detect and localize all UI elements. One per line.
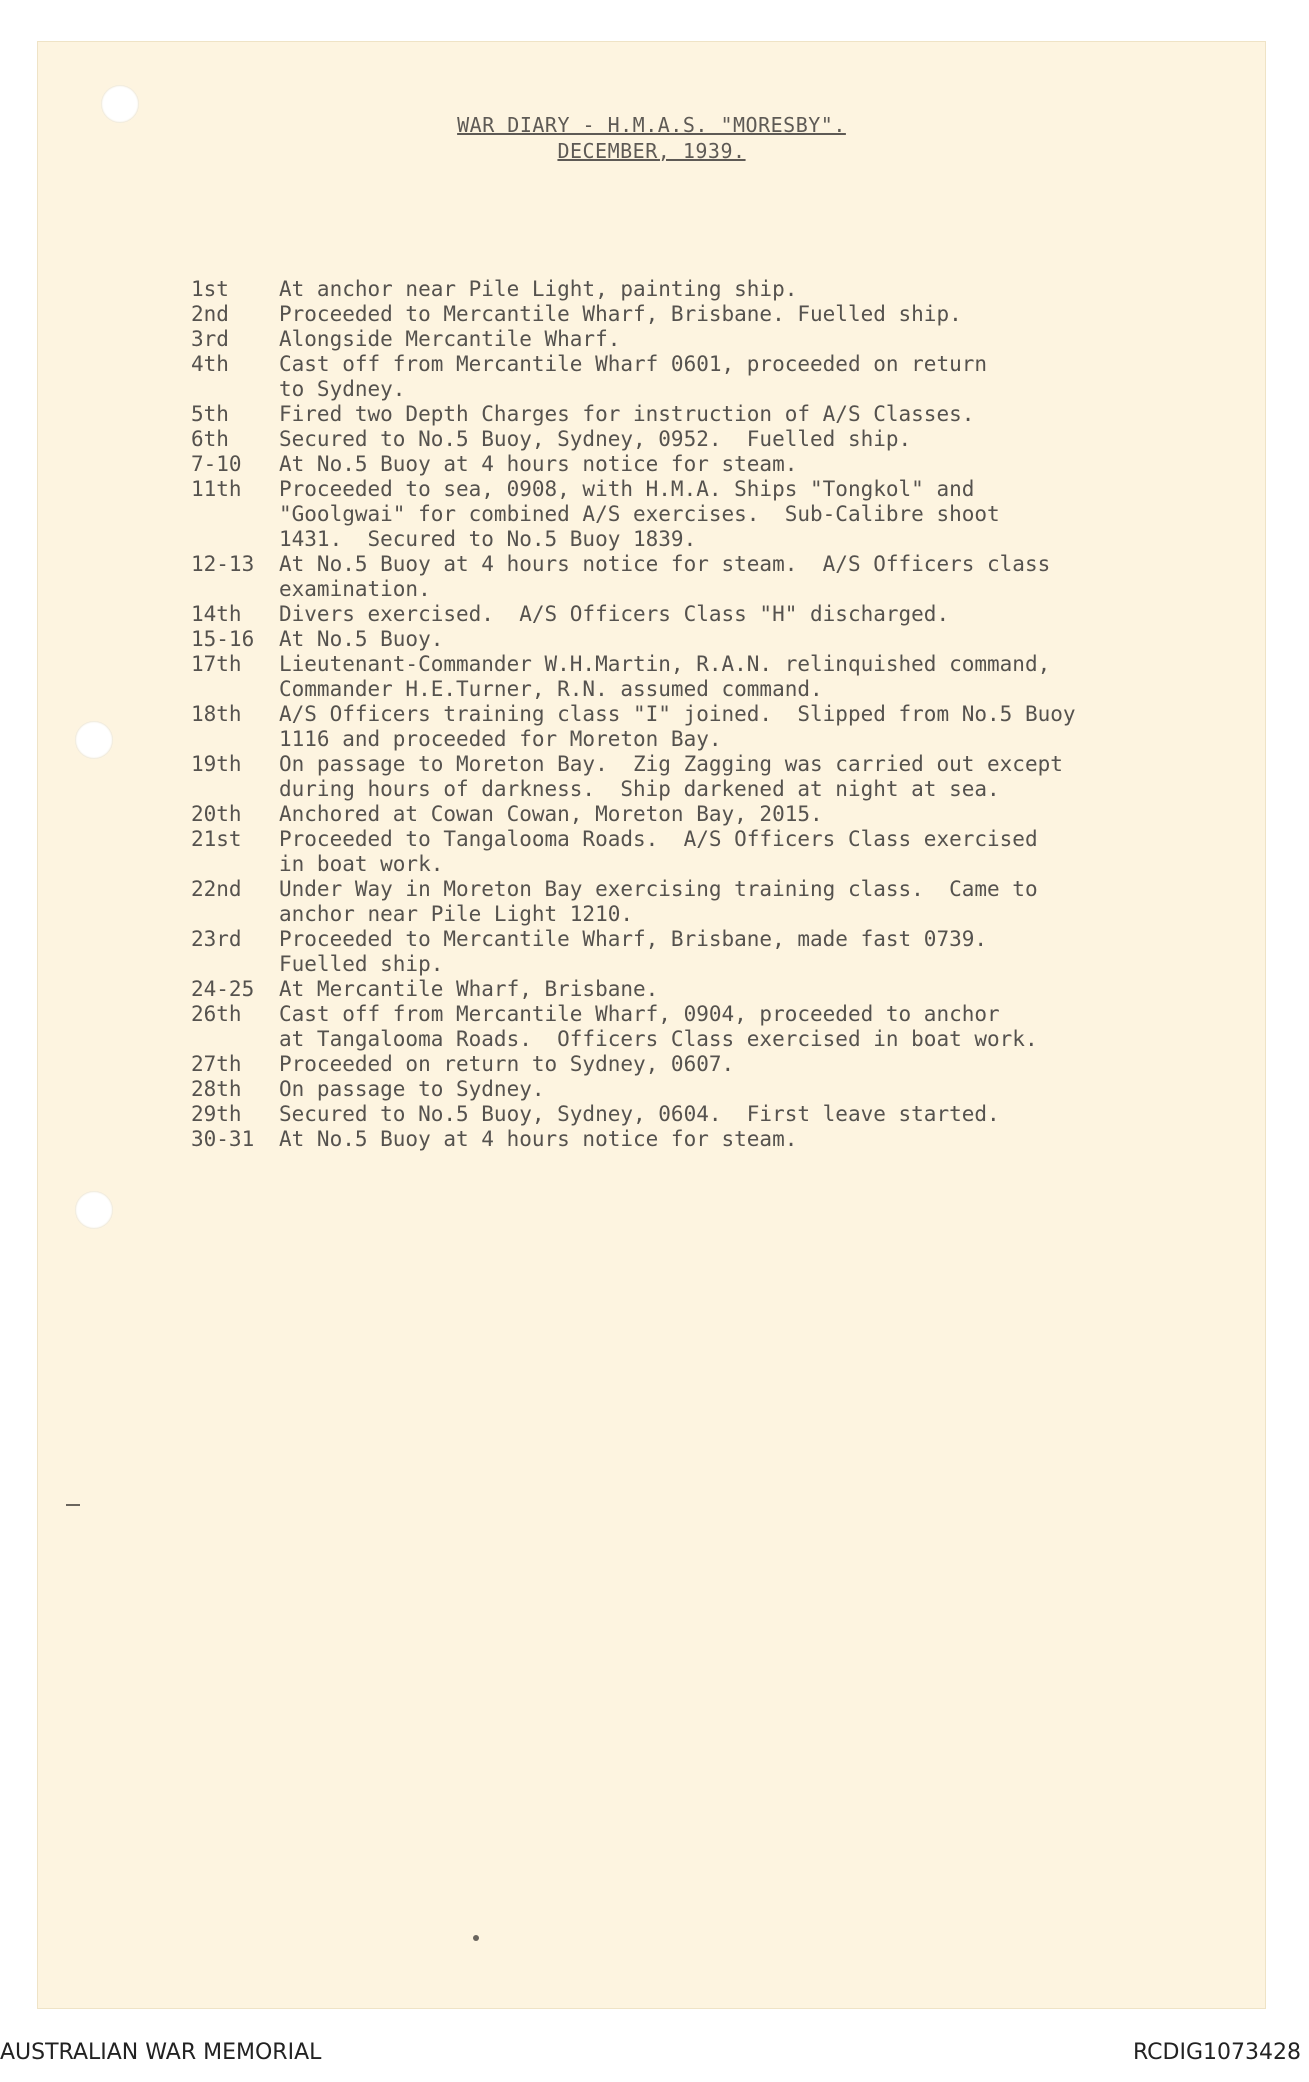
- entry-text: Proceeded to Mercantile Wharf, Brisbane, made fast 0739. Fuelled ship.: [279, 927, 988, 976]
- diary-entry: [191, 927, 1241, 977]
- entry-text: Proceeded to sea, 0908, with H.M.A. Ships "Tongkol" and "Goolgwai" for combined A/S exercises. Sub-Calibre shoot 1431. Secured to No.5 Buoy 1839.: [279, 477, 1000, 551]
- footer-record-id: RCDIG1073428: [1132, 2040, 1301, 2065]
- diary-entry: [191, 627, 1241, 652]
- entry-date: 24-25: [191, 977, 255, 1001]
- diary-entry: [191, 752, 1241, 802]
- entry-text: Secured to No.5 Buoy, Sydney, 0604. First leave started.: [279, 1102, 1000, 1126]
- entry-date: 22nd: [191, 877, 242, 901]
- diary-entry: [191, 827, 1241, 877]
- entry-date: 7-10: [191, 452, 242, 476]
- diary-entry: [191, 452, 1241, 477]
- margin-mark: [66, 1504, 80, 1506]
- entry-text: Fired two Depth Charges for instruction of A/S Classes.: [279, 402, 975, 426]
- entry-text: At Mercantile Wharf, Brisbane.: [279, 977, 659, 1001]
- diary-entry: [191, 1052, 1241, 1077]
- document-date-heading: DECEMBER, 1939.: [557, 139, 746, 163]
- document-page: [37, 41, 1266, 2009]
- entry-date: 2nd: [191, 302, 229, 326]
- diary-entry: [191, 602, 1241, 627]
- entry-date: 27th: [191, 1052, 242, 1076]
- entry-date: 19th: [191, 752, 242, 776]
- entry-date: 4th: [191, 352, 229, 376]
- entry-date: 17th: [191, 652, 242, 676]
- footer-archive-name: AUSTRALIAN WAR MEMORIAL: [0, 2040, 322, 2065]
- entry-text: A/S Officers training class "I" joined. Slipped from No.5 Buoy 1116 and proceeded for Moreton Bay.: [279, 702, 1076, 751]
- diary-entry: [191, 327, 1241, 352]
- entry-text: Divers exercised. A/S Officers Class "H" discharged.: [279, 602, 950, 626]
- entry-text: On passage to Moreton Bay. Zig Zagging was carried out except during hours of darkness. Ship darkened at night at sea.: [279, 752, 1063, 801]
- entry-text: Under Way in Moreton Bay exercising training class. Came to anchor near Pile Light 1210.: [279, 877, 1038, 926]
- punch-hole: [75, 721, 113, 759]
- entry-date: 5th: [191, 402, 229, 426]
- entry-date: 3rd: [191, 327, 229, 351]
- diary-entry: [191, 552, 1241, 602]
- page-dot: [473, 1935, 479, 1941]
- entry-text: Secured to No.5 Buoy, Sydney, 0952. Fuelled ship.: [279, 427, 912, 451]
- entry-date: 15-16: [191, 627, 255, 651]
- document-title: WAR DIARY - H.M.A.S. "MORESBY".: [457, 113, 846, 137]
- entry-text: Proceeded to Tangalooma Roads. A/S Officers Class exercised in boat work.: [279, 827, 1038, 876]
- entry-text: Anchored at Cowan Cowan, Moreton Bay, 2015.: [279, 802, 823, 826]
- entry-date: 12-13: [191, 552, 255, 576]
- entry-text: Cast off from Mercantile Wharf, 0904, proceeded to anchor at Tangalooma Roads. Officers Class exercised in boat work.: [279, 1002, 1038, 1051]
- entry-text: At No.5 Buoy at 4 hours notice for steam.: [279, 452, 798, 476]
- entry-date: 1st: [191, 277, 229, 301]
- diary-entry: [191, 1002, 1241, 1052]
- entry-date: 30-31: [191, 1127, 255, 1151]
- entry-date: 23rd: [191, 927, 242, 951]
- diary-entry: [191, 1102, 1241, 1127]
- entry-text: Proceeded on return to Sydney, 0607.: [279, 1052, 735, 1076]
- diary-entry: [191, 352, 1241, 402]
- diary-entry: [191, 977, 1241, 1002]
- entry-text: At No.5 Buoy at 4 hours notice for steam. A/S Officers class examination.: [279, 552, 1051, 601]
- entry-date: 20th: [191, 802, 242, 826]
- diary-entry: [191, 302, 1241, 327]
- entry-text: At No.5 Buoy.: [279, 627, 444, 651]
- entry-date: 21st: [191, 827, 242, 851]
- entry-text: Alongside Mercantile Wharf.: [279, 327, 621, 351]
- entry-text: At No.5 Buoy at 4 hours notice for steam.: [279, 1127, 798, 1151]
- entry-date: 14th: [191, 602, 242, 626]
- entry-date: 18th: [191, 702, 242, 726]
- entry-date: 29th: [191, 1102, 242, 1126]
- diary-entry: [191, 802, 1241, 827]
- entry-text: Proceeded to Mercantile Wharf, Brisbane. Fuelled ship.: [279, 302, 962, 326]
- entry-date: 26th: [191, 1002, 242, 1026]
- punch-hole: [75, 1191, 113, 1229]
- entry-text: At anchor near Pile Light, painting ship.: [279, 277, 798, 301]
- entry-text: On passage to Sydney.: [279, 1077, 545, 1101]
- entry-text: Cast off from Mercantile Wharf 0601, proceeded on return to Sydney.: [279, 352, 988, 401]
- diary-entry: [191, 427, 1241, 452]
- diary-entry: [191, 1077, 1241, 1102]
- entry-date: 11th: [191, 477, 242, 501]
- entry-date: 28th: [191, 1077, 242, 1101]
- diary-entry: [191, 877, 1241, 927]
- entry-text: Lieutenant-Commander W.H.Martin, R.A.N. relinquished command, Commander H.E.Turner, R.N. assumed command.: [279, 652, 1051, 701]
- diary-entry: [191, 702, 1241, 752]
- diary-entry: [191, 652, 1241, 702]
- diary-entries: [191, 277, 1241, 1152]
- diary-entry: [191, 477, 1241, 552]
- entry-date: 6th: [191, 427, 229, 451]
- diary-entry: [191, 277, 1241, 302]
- diary-entry: [191, 402, 1241, 427]
- diary-entry: [191, 1127, 1241, 1152]
